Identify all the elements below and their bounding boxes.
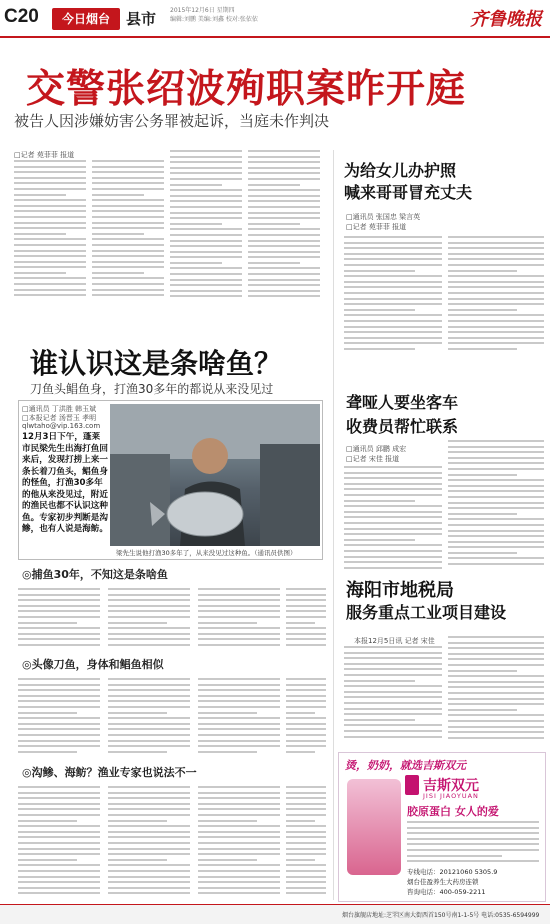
lead-col-3 [170,150,242,300]
ad-brand-icon [405,775,419,795]
fish-section-3-head: ◎沟鲹、海鲂？渔业专家也说法不一 [22,766,197,779]
footer-bar [0,904,550,924]
ad-company: 烟台佳盈养生大药房连锁 [407,878,479,886]
passport-col-2 [448,236,544,354]
fish-byline-2: □本报记者 汤晋玉 孝明 [22,414,97,422]
fish-col-3d [286,786,326,898]
fish-col-3b [108,786,190,898]
deaf-byline-2: □记者 宋佳 报道 [346,455,400,463]
header-rule [0,36,550,38]
fish-col-1d [286,588,326,650]
lead-col-4 [248,150,320,300]
fish-col-1b [108,588,190,650]
tax-col-2 [448,636,544,744]
meta-staff: 编辑:刘鹏 美编:刘鑫 校对:张依依 [170,16,258,23]
lead-title: 交警张绍波殉职案昨开庭 [26,67,467,112]
deaf-col-1 [344,466,442,570]
passport-byline-1: □通讯员 张国忠 梁言英 [346,213,421,221]
lead-byline: □记者 苑菲菲 报道 [14,151,75,159]
photo-caption: 梁先生说他打渔30多年了，从来没见过这种鱼。（通讯员供图） [116,549,297,557]
section-tag: 今日烟台 [52,8,120,30]
lead-col-1 [14,160,86,300]
ad-brand-cn: 吉斯双元 [423,778,479,794]
ad-brand-en: JISI JIAOYUAN [423,792,479,800]
fish-col-2a [18,678,100,756]
fish-col-2d [286,678,326,756]
passport-byline-2: □记者 苑菲菲 报道 [346,223,407,231]
jisi-ad[interactable] [338,752,546,902]
deaf-title-1: 聋哑人要坐客车 [346,393,459,412]
fish-title: 谁认识这是条啥鱼？ [30,347,283,380]
footer-text: 烟台旗舰店地址:芝罘区南大街西首150号南1-1-5号 电话:0535-6594999 [342,912,540,919]
fish-section-1-head: ◎捕鱼30年，不知这是条啥鱼 [22,568,168,581]
ad-slogan: 胶原蛋白 女人的爱 [407,805,499,818]
tax-col-1 [344,646,442,744]
fish-col-2c [198,678,280,756]
passport-title-1: 为给女儿办护照 [344,161,457,180]
fish-col-3c [198,786,280,898]
ad-body-text [407,821,539,865]
tax-byline: 本报12月5日讯 记者 宋佳 [354,637,435,645]
fisherman-photo-illustration [110,404,320,546]
newspaper-logo: 齐鲁晚报 [470,9,542,30]
fish-subtitle: 刀鱼头鲳鱼身，打渔30多年的都说从来没见过 [30,382,274,396]
lead-col-2 [92,160,164,300]
tax-title-2: 服务重点工业项目建设 [346,603,507,622]
deaf-col-2 [448,440,544,570]
fish-standfirst: 12月3日下午，蓬莱市民梁先生出海打鱼回来后，发现打捞上来一条长着刀鱼头，鲳鱼身的怪鱼，打渔30多年的他从来没见过，附近的渔民也都不认识这种鱼。专家初步判断是沟鲹，也有人说是海鲂。 [22,432,108,534]
tax-title-1: 海阳市地税局 [346,580,454,601]
fish-byline-1: □通讯员 丁洪胜 韩玉斌 [22,405,97,413]
fish-col-3a [18,786,100,898]
deaf-title-2: 收费员帮忙联系 [346,417,459,436]
fish-col-1c [198,588,280,650]
meta-date: 2015年12月6日 星期四 [170,7,235,14]
lead-subtitle: 被告人因涉嫌妨害公务罪被起诉，当庭未作判决 [14,112,330,130]
fish-email: qlwtaho@vip.163.com [22,422,101,430]
page-number: C20 [4,6,39,27]
ad-bottle-image [347,779,401,875]
passport-col-1 [344,236,442,354]
column-divider [333,150,334,900]
fish-section-2-head: ◎头像刀鱼，身体和鲳鱼相似 [22,658,164,671]
ad-phone: 咨询电话：400-059-2211 [407,888,486,896]
fisherman-photo [110,404,320,546]
section-name: 县市 [126,10,157,28]
fish-col-2b [108,678,190,756]
passport-title-2: 喊来哥哥冒充丈夫 [344,183,473,202]
ad-headline: 烫，奶奶，就选吉斯双元 [345,759,466,772]
page-meta [170,6,258,24]
fish-col-1a [18,588,100,650]
deaf-byline-1: □通讯员 邱鹏 成宏 [346,445,407,453]
ad-hotline: 专线电话：20121060 5305.9 [407,868,498,876]
